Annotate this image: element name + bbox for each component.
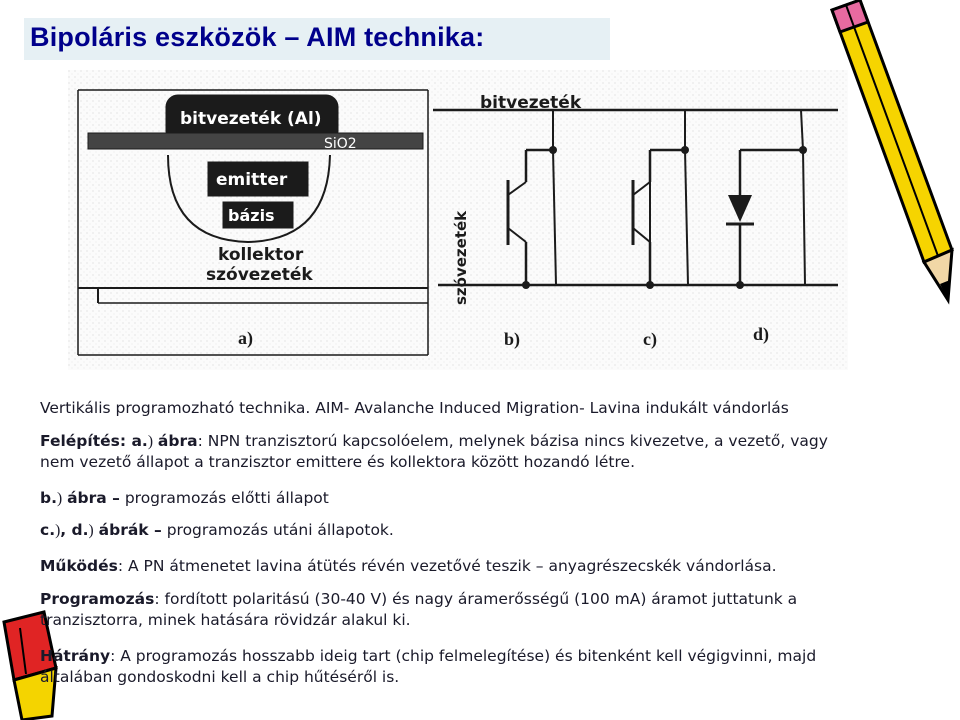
paragraph-b — [40, 488, 920, 509]
label-bitline: bitvezeték — [480, 93, 582, 113]
label-wordline-a: szóvezeték — [206, 265, 313, 285]
paren-glyph: ) — [56, 490, 63, 507]
felepites-text-2: nem vezető állapot a tranzisztor emittere és kollektora között hozandó létre. — [40, 453, 635, 471]
paragraph-programozas — [40, 589, 920, 631]
label-wordline-vertical: szóvezeték — [452, 210, 470, 305]
label-base: bázis — [228, 206, 275, 225]
panel-c-junction — [646, 281, 654, 289]
panel-c-junction — [681, 146, 689, 154]
mukodes-text: : A PN átmenetet lavina átütés révén vezetővé teszik – anyagrészecskék vándorlása. — [117, 557, 777, 575]
label-sio2: SiO2 — [324, 136, 357, 152]
label-d: , d. — [60, 521, 89, 539]
panel-b-junction — [549, 146, 557, 154]
text-line-vertical-tech: Vertikális programozható technika. AIM- Avalanche Induced Migration- Lavina indukált vándorlás — [40, 399, 789, 417]
programozas-text-2: tranzisztorra, minek hatására rövidzár alakul ki. — [40, 611, 411, 629]
label-b: b. — [40, 489, 57, 507]
paragraph-mukodes — [40, 556, 920, 577]
paragraph-hatrany — [40, 646, 920, 688]
paren-glyph: ) — [147, 433, 153, 450]
slide-title: Bipoláris eszközök – AIM technika: — [30, 22, 485, 52]
label-cd-abrak: ábrák – — [98, 521, 162, 539]
aim-figure — [68, 70, 848, 370]
paren-glyph: ) — [55, 522, 61, 539]
label-collector: kollektor — [218, 245, 304, 265]
paragraph-felepites — [40, 431, 920, 473]
programozas-text-1: : fordított polaritású (30-40 V) és nagy áramerősségű (100 mA) áramot juttatunk a — [154, 590, 798, 608]
panel-d-junction — [799, 146, 807, 154]
label-mukodes: Működés — [40, 557, 118, 575]
felepites-text-1: : NPN tranzisztorú kapcsolóelem, melynek bázisa nincs kivezetve, a vezető, vagy — [197, 432, 828, 450]
hatrany-text-2: általában gondoskodni kell a chip hűtéséről is. — [40, 668, 400, 686]
paren-glyph: ) — [88, 522, 94, 539]
sio2-layer — [88, 133, 423, 149]
panel-c-label: c) — [643, 329, 657, 349]
hatrany-text-1: : A programozás hosszabb ideig tart (chip felmelegítése) és bitenként kell végigvinni, majd — [110, 647, 817, 665]
b-text: programozás előtti állapot — [119, 489, 329, 507]
panel-d-label: d) — [753, 324, 770, 344]
label-a: a. — [126, 432, 148, 450]
cd-text: programozás utáni állapotok. — [161, 521, 394, 539]
label-b-abra: ábra – — [67, 489, 120, 507]
panel-b-junction — [522, 281, 530, 289]
label-bitline-al: bitvezeték (Al) — [180, 109, 322, 129]
label-felepites: Felépítés: — [40, 432, 127, 450]
label-abra: ábra — [157, 432, 198, 450]
panel-b-label: b) — [504, 329, 521, 349]
label-c: c. — [40, 521, 56, 539]
panel-a-label: a) — [238, 328, 253, 348]
label-programozas: Programozás — [40, 590, 155, 608]
panel-d-junction — [736, 281, 744, 289]
paragraph-cd — [40, 520, 920, 541]
label-emitter: emitter — [216, 170, 288, 190]
label-hatrany: Hátrány — [40, 647, 111, 665]
pencil-icon — [812, 0, 960, 330]
